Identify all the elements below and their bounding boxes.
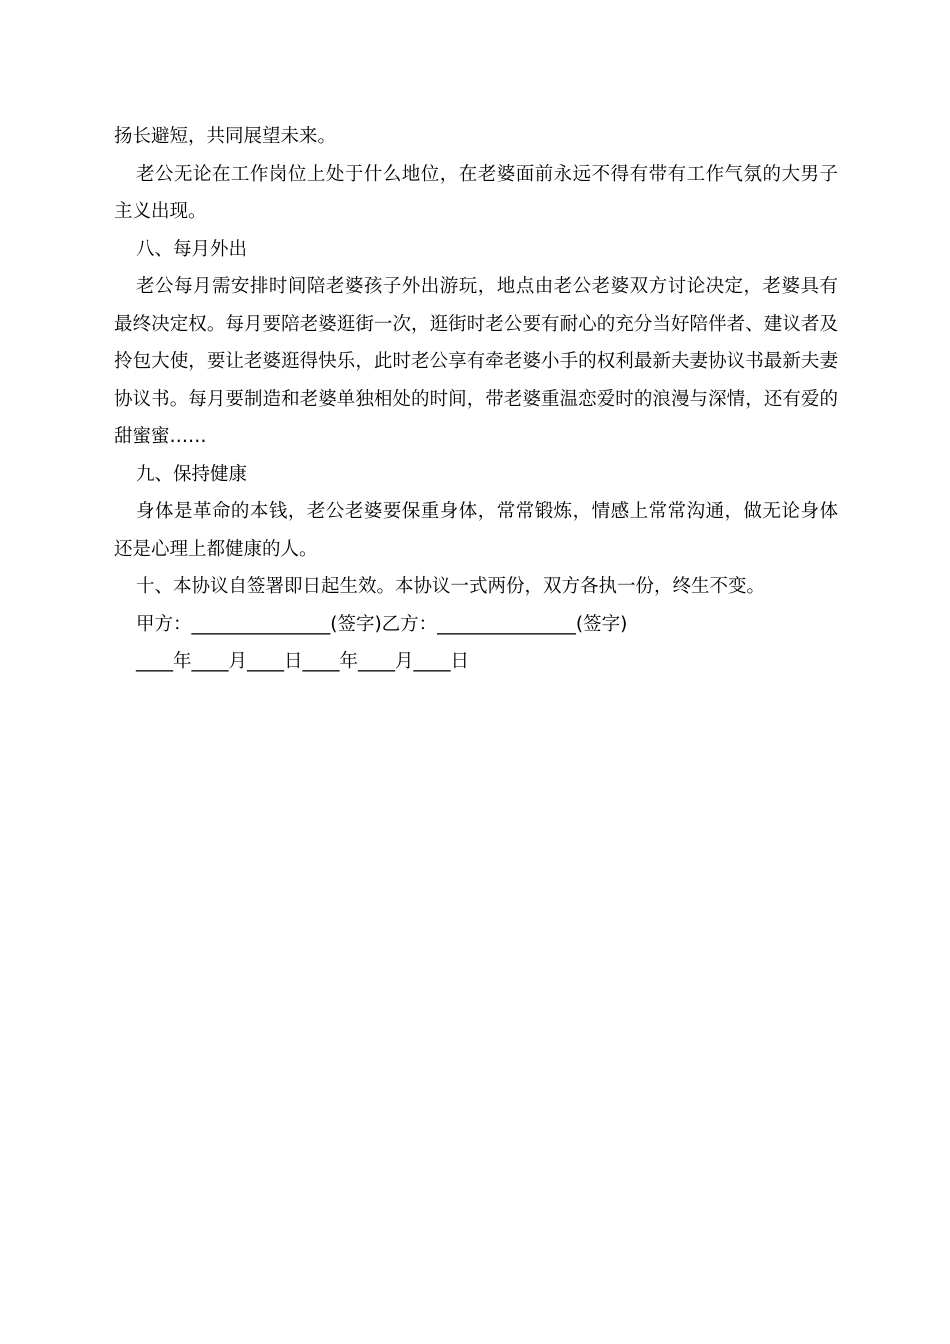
paragraph-closing-fragment: 扬长避短，共同展望未来。 <box>114 126 337 147</box>
section-heading-stay-healthy: 九、保持健康 <box>136 463 248 485</box>
date-line: ____年____月____日____年____月____日 <box>136 651 470 672</box>
document-body <box>114 118 838 681</box>
signature-line: 甲方：_______________(签字)乙方：_______________(签字) <box>136 613 628 635</box>
section-heading-monthly-outing: 八、每月外出 <box>136 238 248 260</box>
paragraph-effective-clause: 十、本协议自签署即日起生效。本协议一式两份，双方各执一份，终生不变。 <box>136 576 766 597</box>
paragraph-no-chauvinism: 老公无论在工作岗位上处于什么地位，在老婆面前永远不得有带有工作气氛的大男子主义出现。 <box>114 163 838 222</box>
paragraph-monthly-outing: 老公每月需安排时间陪老婆孩子外出游玩，地点由老公老婆双方讨论决定，老婆具有最终决定权。每月要陪老婆逛街一次，逛街时老公要有耐心的充分当好陪伴者、建议者及拎包大使，要让老婆逛得快乐，此时老公享有牵老婆小手的权利最新夫妻协议书最新夫妻协议书。每月要制造和老婆单独相处的时间，带老婆重温恋爱时的浪漫与深情，还有爱的甜蜜蜜…… <box>114 276 838 447</box>
paragraph-stay-healthy: 身体是革命的本钱，老公老婆要保重身体，常常锻炼，情感上常常沟通，做无论身体还是心理上都健康的人。 <box>114 501 838 560</box>
